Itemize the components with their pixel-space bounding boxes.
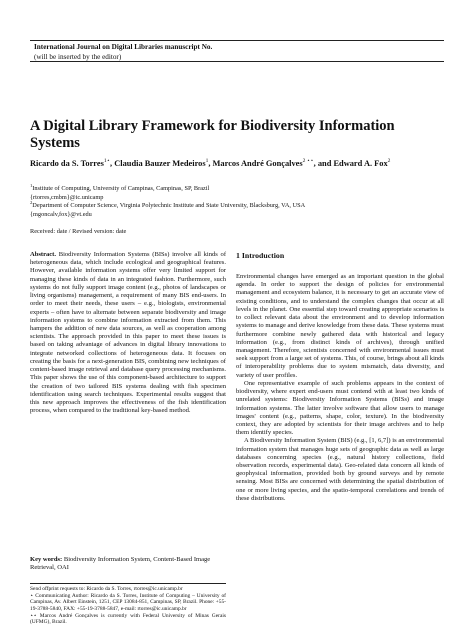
journal-header-box <box>30 40 444 62</box>
author-separator: , <box>110 158 115 168</box>
author-name: Claudia Bauzer Medeiros <box>114 158 206 168</box>
author-list <box>30 156 444 169</box>
journal-name: International Journal on Digital Libraries manuscript No. <box>34 43 213 51</box>
author-separator: , <box>208 158 213 168</box>
footnote-corresponding-author: ⋆ Communicating Author: Ricardo da S. Torres, Institute of Computing – University of Campinas, Av. Albert Einstein, 1251, CEP 13084-851, Campinas, SP, Brazil. Phone: +55-19-3788-5840, FAX: +55-19-3788-5847, e-mail: rtorres@ic.unicamp.br <box>30 592 226 612</box>
section-heading-introduction: 1 Introduction <box>236 251 285 260</box>
affiliation <box>30 199 444 219</box>
footnotes <box>30 583 226 626</box>
body-paragraph: Environmental changes have emerged as an important question in the global agenda. In order to support the design of policies for environmental management and ecosystem balance, it is necessary to get an accurate view of existing conditions, and to understand the complex changes that occur at all levels in the planet. One essential step toward creating appropriate scenarios is to collect relevant data about the environment and to develop information systems to manage and derive knowledge from these data. These systems must furthermore combine newly gathered data with historical and legacy information (e.g., from distinct kinds of archives), through unified management. Therefore, scientists concerned with environmental issues must seek support from a large set of systems. This, of course, brings about all kinds of interoperability problems due to system mismatch, data diversity, and variety of user profiles. <box>236 273 444 379</box>
introduction-body <box>236 273 444 503</box>
body-paragraph: A Biodiversity Information System (BIS) (e.g., [1, 6,7]) is an environmental information system that manages huge sets of geographic data as well as large databases concerning species (e.g., natural history collections, field observation records, experimental data). Geo-related data concern all kinds of geophysical information, provided both by ground surveys and by remote sensing. Most BISs are concerned with determining the spatial distribution of one or more living species, and the spatio-temporal correlations and trends of these distributions. <box>236 437 444 502</box>
author-affiliation-mark: 2 <box>387 158 391 164</box>
received-dates: Received: date / Revised version: date <box>30 228 127 235</box>
footnote-offprint: Send offprint requests to: Ricardo da S. Torres, rtorres@ic.unicamp.br <box>30 586 183 592</box>
affiliation-email: {rtorres,cmbm}@ic.unicamp <box>30 193 104 201</box>
author-name: Edward A. Fox <box>333 158 388 168</box>
author-name: Marcos André Gonçalves <box>212 158 303 168</box>
affiliation-email: {mgoncalv,fox}@vt.edu <box>30 210 92 218</box>
keywords <box>30 556 226 572</box>
abstract <box>30 251 226 415</box>
journal-note: (will be inserted by the editor) <box>34 53 122 61</box>
affiliation-mark: 1 <box>30 183 33 188</box>
affiliation-institution: Department of Computer Science, Virginia Polytechnic Institute and State University, Blacksburg, VA, USA <box>32 202 306 210</box>
author-name: Ricardo da S. Torres <box>30 158 104 168</box>
body-paragraph: One representative example of such problems appears in the context of biodiversity, where expert end-users must contend with at least two kinds of unrelated systems: Biodiversity Information Systems (BISs) and image information systems. The latter involve software that allow users to manage images' content (e.g., patterns, shape, color, texture). In the biodiversity context, they are adopted by scientists for their image archives and to help them identify species. <box>236 379 444 437</box>
paper-title: A Digital Library Framework for Biodiversity Information Systems <box>30 118 395 151</box>
keywords-text: Biodiversity Information System, Content-Based Image Retrieval, OAI <box>30 556 211 572</box>
affiliation-mark: 2 <box>30 200 33 205</box>
abstract-label: Abstract. <box>30 251 56 258</box>
keywords-label: Key words: <box>30 556 63 563</box>
author-affiliation-mark: 2 ⋆⋆ <box>302 158 314 164</box>
author-affiliation-mark: 1⋆ <box>103 158 111 164</box>
author-separator: , and <box>313 158 334 168</box>
footnote-author-note: ⋆⋆ Marcos André Gonçalves is currently with Federal University of Minas Gerais (UFMG), Brazil. <box>30 612 226 626</box>
affiliation-institution: Institute of Computing, University of Campinas, Campinas, SP, Brazil <box>32 185 210 193</box>
abstract-text: Biodiversity Information Systems (BISs) involve all kinds of heterogeneous data, which include ecological and geographical features. However, available information systems offer very limited support for managing these kinds of data in an integrated fashion. Furthermore, such systems do not fully support image content (e.g., photos of landscapes or living organisms) management, a requirement of many BIS end-users. In order to meet their needs, these users – e.g., biologists, environmental experts – often have to alternate between separate biodiversity and image information systems to combine information extracted from them. This hampers the addition of new data sources, as well as cooperation among scientists. The approach provided in this paper to meet these issues is based on taking advantage of advances in digital library innovations to integrate networked collections of heterogeneous data. It focuses on creating the basis for a next-generation BIS, combining new techniques of content-based image retrieval and database query processing mechanisms. This paper shows the use of this component-based architecture to support the creation of two tailored BIS systems dealing with fish specimen identification using search techniques. Experimental results suggest that this new approach improves the effectiveness of the fish identification process, when compared to the traditional key-based method. <box>30 251 226 415</box>
author-affiliation-mark: 1 <box>205 158 209 164</box>
